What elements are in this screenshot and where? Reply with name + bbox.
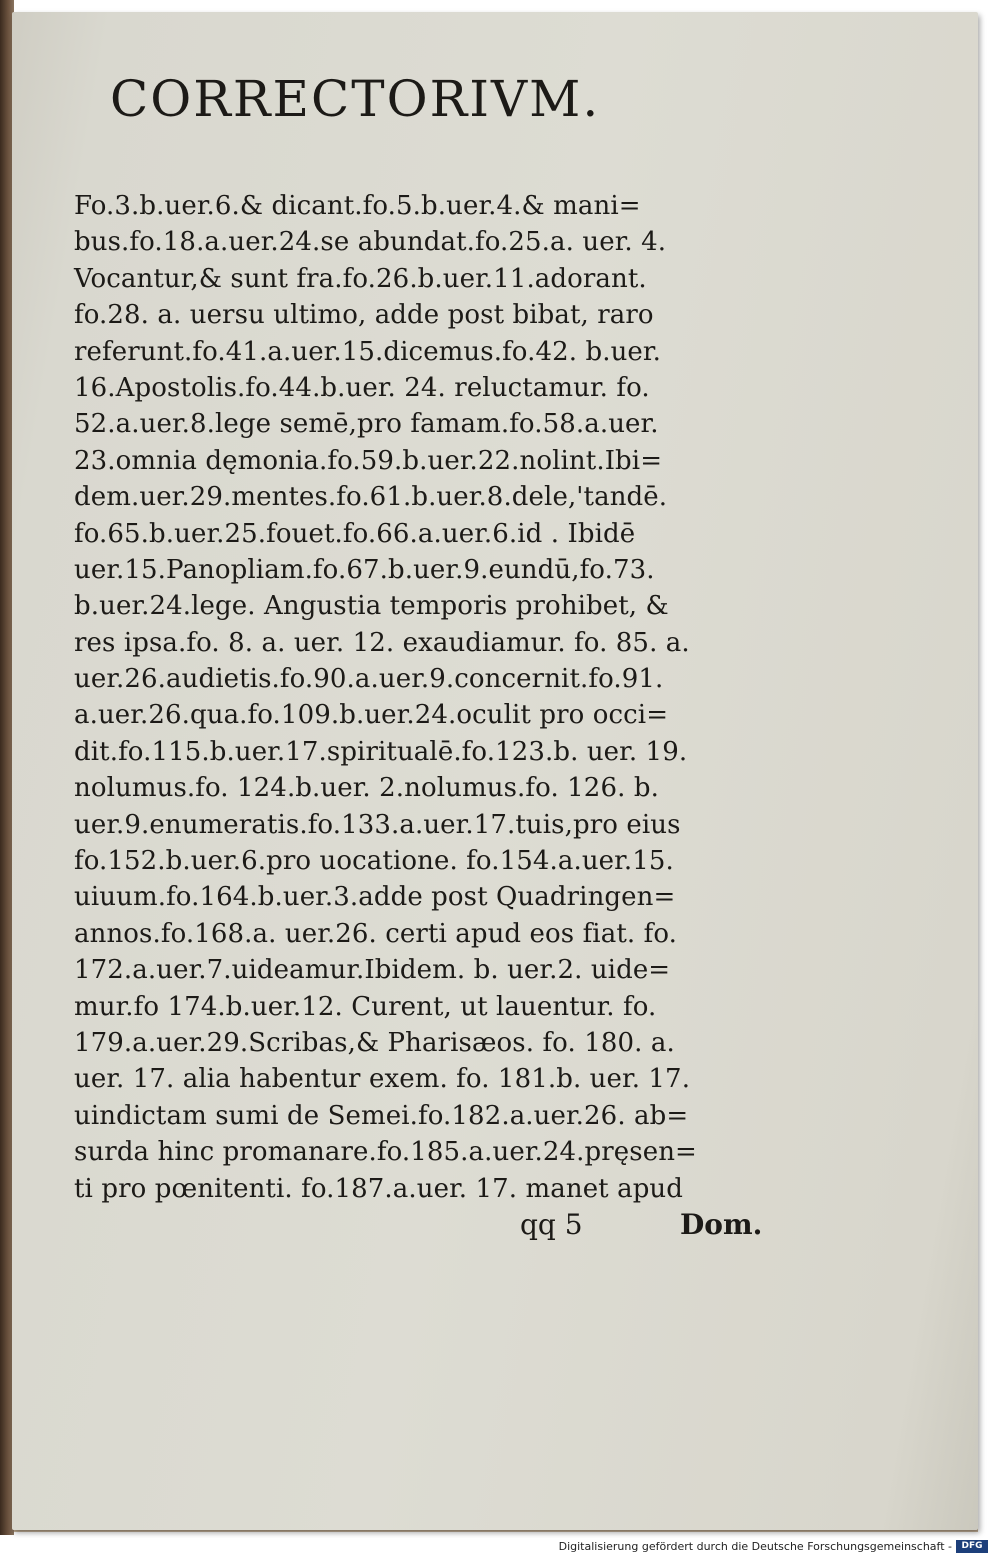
text-line: res ipsa.fo. 8. a. uer. 12. exaudiamur. fo. 85. a. (74, 627, 690, 658)
text-line: annos.fo.168.a. uer.26. certi apud eos fiat. fo. (74, 918, 677, 949)
text-line: bus.fo.18.a.uer.24.se abundat.fo.25.a. uer. 4. (74, 227, 667, 258)
text-line: 179.a.uer.29.Scribas,& Pharisæos. fo. 180. a. (74, 1027, 675, 1058)
text-line: mur.fo 174.b.uer.12. Curent, ut lauentur. fo. (74, 991, 657, 1022)
errata-text-block (74, 188, 794, 1207)
digitization-credit: Digitalisierung gefördert durch die Deutsche Forschungsgemeinschaft - (558, 1540, 952, 1553)
text-line: referunt.fo.41.a.uer.15.dicemus.fo.42. b.uer. (74, 336, 661, 367)
text-line: 16.Apostolis.fo.44.b.uer. 24. reluctamur. fo. (74, 372, 650, 403)
text-line: uer.9.enumeratis.fo.133.a.uer.17.tuis,pro eius (74, 809, 681, 840)
text-line: b.uer.24.lege. Angustia temporis prohibet, & (74, 591, 669, 622)
text-line: 52.a.uer.8.lege semē,pro famam.fo.58.a.uer. (74, 409, 659, 440)
text-line: nolumus.fo. 124.b.uer. 2.nolumus.fo. 126. b. (74, 773, 659, 804)
text-line: Vocantur,& sunt fra.fo.26.b.uer.11.adorant. (74, 263, 647, 294)
text-line: fo.65.b.uer.25.fouet.fo.66.a.uer.6.id . Ibidē (74, 518, 636, 549)
dfg-logo: DFG (956, 1540, 988, 1553)
text-line: uer.26.audietis.fo.90.a.uer.9.concernit.fo.91. (74, 664, 664, 695)
text-line: uer.15.Panopliam.fo.67.b.uer.9.eundū,fo.73. (74, 554, 655, 585)
text-line: Fo.3.b.uer.6.& dicant.fo.5.b.uer.4.& mani= (74, 191, 641, 221)
text-line: fo.28. a. uersu ultimo, adde post bibat, raro (74, 300, 654, 331)
text-line: a.uer.26.qua.fo.109.b.uer.24.oculit pro occi= (74, 700, 669, 731)
text-line: uiuum.fo.164.b.uer.3.adde post Quadringen= (74, 882, 676, 913)
text-line: fo.152.b.uer.6.pro uocatione. fo.154.a.uer.15. (74, 846, 674, 877)
text-line: dem.uer.29.mentes.fo.61.b.uer.8.dele,'tandē. (74, 482, 668, 513)
page-heading: CORRECTORIVM. (110, 70, 601, 128)
text-line: dit.fo.115.b.uer.17.spiritualē.fo.123.b. uer. 19. (74, 736, 688, 767)
text-line: 23.omnia dęmonia.fo.59.b.uer.22.nolint.Ibi= (74, 445, 663, 476)
text-line: uer. 17. alia habentur exem. fo. 181.b. uer. 17. (74, 1064, 691, 1095)
catchword: Dom. (680, 1208, 763, 1241)
text-line: ti pro pœnitenti. fo.187.a.uer. 17. manet apud (74, 1173, 684, 1204)
signature-mark: qq 5 (520, 1208, 583, 1241)
text-line: 172.a.uer.7.uideamur.Ibidem. b. uer.2. uide= (74, 955, 671, 986)
text-line: surda hinc promanare.fo.185.a.uer.24.pręsen= (74, 1137, 697, 1168)
text-line: uindictam sumi de Semei.fo.182.a.uer.26. ab= (74, 1100, 689, 1131)
